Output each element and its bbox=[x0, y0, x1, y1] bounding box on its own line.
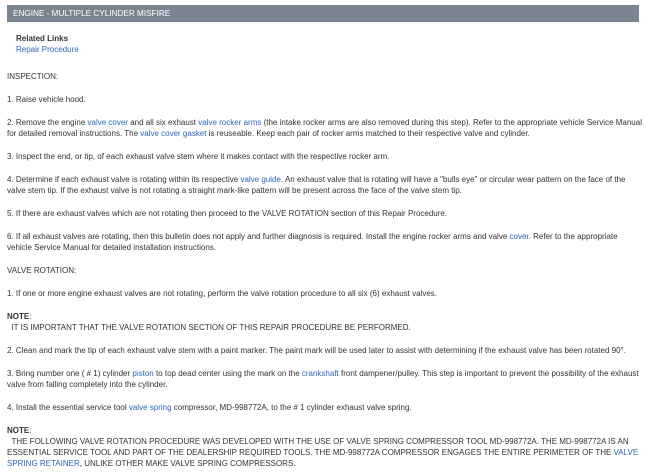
rotation-step-4 bbox=[7, 402, 643, 413]
step-text: is reuseable. Keep each pair of rocker arms matched to their respective valve and cylinder. bbox=[206, 129, 530, 138]
page-title: ENGINE - MULTIPLE CYLINDER MISFIRE bbox=[13, 9, 171, 18]
step-text: compressor, MD-998772A, to the # 1 cylinder exhaust valve spring. bbox=[171, 403, 412, 412]
rotation-step-2: 2. Clean and mark the tip of each exhaust valve stem with a paint marker. The paint mark will be used later to assist with determining if the exhaust valve has been rotated 90°. bbox=[7, 346, 626, 355]
related-links-title: Related Links bbox=[16, 34, 69, 43]
valve-spring-link[interactable]: valve spring bbox=[128, 403, 172, 412]
rotation-step-3 bbox=[7, 368, 643, 390]
inspection-step-2 bbox=[7, 117, 643, 139]
valve-cover-link[interactable]: valve cover bbox=[87, 118, 128, 127]
inspection-step-6 bbox=[7, 231, 643, 253]
valve-guide-link[interactable]: valve guide bbox=[240, 175, 281, 184]
note-text: THE FOLLOWING VALVE ROTATION PROCEDURE WAS DEVELOPED WITH THE USE OF VALVE SPRING COMPRESSOR TOOL MD-998772A. THE MD-998772A IS AN ESSENTIAL SERVICE TOOL AND PART OF THE DEALERSHIP REQUIRED TOOLS. THE MD-998772A COMPRESSOR ENGAGES THE ENTIRE PERIMETER OF THE bbox=[7, 437, 629, 457]
note-text: , UNLIKE OTHER MAKE VALVE SPRING COMPRESSORS. bbox=[79, 459, 296, 468]
step-text: . Refer to the appropriate vehicle Service Manual for detailed installation instructions. bbox=[7, 232, 618, 252]
step-text: 3. Bring number one ( # 1) cylinder bbox=[7, 369, 133, 378]
note-label: NOTE bbox=[7, 426, 30, 435]
related-links-section bbox=[16, 33, 79, 55]
cover-link[interactable]: cover bbox=[509, 232, 529, 241]
step-text: 6. If all exhaust valves are rotating, then this bulletin does not apply and further diagnosis is required. Install the engine rocker arms and valve bbox=[7, 232, 510, 241]
step-text: front dampener/pulley. This step is important to prevent the possibility of the exhaust valve from falling completely into the cylinder. bbox=[7, 369, 639, 389]
note-text: IT IS IMPORTANT THAT THE VALVE ROTATION SECTION OF THIS REPAIR PROCEDURE BE PERFORMED. bbox=[11, 323, 411, 332]
note-label: NOTE bbox=[7, 312, 30, 321]
note-2 bbox=[7, 425, 643, 469]
valve-spring-retainer-link[interactable]: VALVE SPRING RETAINER bbox=[7, 448, 639, 468]
piston-link[interactable]: piston bbox=[132, 369, 154, 378]
crankshaft-link[interactable]: crankshaft bbox=[301, 369, 339, 378]
inspection-heading: INSPECTION: bbox=[7, 72, 59, 81]
page-header bbox=[7, 5, 639, 22]
step-text: to top dead center using the mark on the bbox=[153, 369, 302, 378]
step-text: 2. Remove the engine bbox=[7, 118, 88, 127]
repair-procedure-link[interactable]: Repair Procedure bbox=[16, 45, 79, 54]
valve-rocker-arms-link[interactable]: valve rocker arms bbox=[198, 118, 262, 127]
inspection-step-4 bbox=[7, 174, 643, 196]
valve-rotation-heading: VALVE ROTATION: bbox=[7, 266, 77, 275]
inspection-step-5: 5. If there are exhaust valves which are not rotating then proceed to the VALVE ROTATION section of this Repair Procedure. bbox=[7, 209, 448, 218]
rotation-step-1: 1. If one or more engine exhaust valves are not rotating, perform the valve rotation procedure to all six (6) exhaust valves. bbox=[7, 289, 438, 298]
step-text: 4. Determine if each exhaust valve is rotating within its respective bbox=[7, 175, 241, 184]
note-colon: : bbox=[29, 312, 32, 321]
step-text: 4. Install the essential service tool bbox=[7, 403, 129, 412]
step-text: . An exhaust valve that is rotating will have a "bulls eye" or circular wear pattern on the face of the valve stem tip. If the exhaust valve is not rotating a straight mark-like pattern will be present across the face of the valve stem tip. bbox=[7, 175, 626, 195]
step-text: (the intake rocker arms are also removed during this step). Refer to the appropriate vehicle Service Manual for detailed removal instructions. The bbox=[7, 118, 642, 138]
valve-cover-gasket-link[interactable]: valve cover gasket bbox=[140, 129, 207, 138]
note-1 bbox=[7, 311, 643, 333]
note-colon: : bbox=[29, 426, 32, 435]
inspection-step-3: 3. Inspect the end, or tip, of each exhaust valve stem where it makes contact with the respective rocker arm. bbox=[7, 152, 390, 161]
step-text: and all six exhaust bbox=[127, 118, 199, 127]
inspection-step-1: 1. Raise vehicle hood. bbox=[7, 95, 86, 104]
